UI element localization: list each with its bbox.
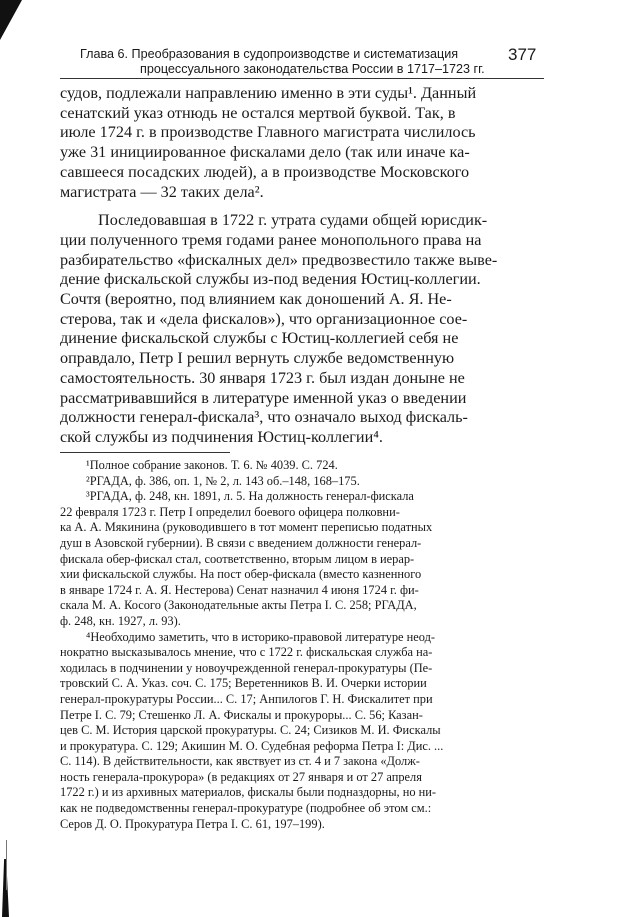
footnote-1 xyxy=(60,458,544,474)
running-header xyxy=(60,47,544,77)
footnote-line: фискала обер-фискал стал, соответственно, вторым лицом в иерар- xyxy=(60,551,415,566)
header-chapter-subtitle: процессуального законодательства России в 1717–1723 гг. xyxy=(140,62,485,76)
text-line: ской службы из подчинения Юстиц-коллегии⁴. xyxy=(60,427,383,446)
footnote-line: ⁴Необходимо заметить, что в историко-правовой литературе неод- xyxy=(86,629,436,644)
footnote-line: С. 114). В действительности, как явствует из ст. 4 и 7 закона «Долж- xyxy=(60,754,420,769)
footnote-3 xyxy=(60,489,544,629)
text-line: магистрата — 32 таких дела². xyxy=(60,182,264,201)
header-rule xyxy=(60,78,544,79)
footnote-line: хии фискальской службы. На пост обер-фискала (вместо казненного xyxy=(60,567,422,582)
footnote-line: ³РГАДА, ф. 248, кн. 1891, л. 5. На должность генерал-фискала xyxy=(86,489,414,504)
text-line: уже 31 инициированное фискалами дело (так или иначе ка- xyxy=(60,143,470,162)
page-number: 377 xyxy=(508,45,537,64)
scan-edge-artifact xyxy=(0,847,14,917)
text-line: судов, подлежали направлению именно в эти суды¹. Данный xyxy=(60,84,477,102)
text-line: стерова, так и «дела фискалов»), что организационное сое- xyxy=(60,309,468,328)
text-line: оправдало, Петр I решил вернуть службе ведомственную xyxy=(60,349,455,368)
footnote-line: Петре I. С. 79; Стешенко Л. А. Фискалы и прокуроры... С. 56; Казан- xyxy=(60,707,423,722)
text-line: савшееся посадских людей), а в производстве Московского xyxy=(60,162,470,181)
footnote-line: ность генерала-прокурора» (в редакциях от 27 января и от 27 апреля xyxy=(60,769,422,784)
footnote-line: 1722 г.) и из архивных материалов, фискалы были подназдорны, но ни- xyxy=(60,785,437,800)
footnote-line: ходилась в подчинении у новоучрежденной генерал-прокуратуры (Пе- xyxy=(60,660,433,675)
text-line: Сочтя (вероятно, под влиянием как доношений А. Я. Не- xyxy=(60,290,452,309)
footnote-line: и прокуратура. С. 129; Акишин М. О. Судебная реформа Петра I: Дис. ... xyxy=(60,738,444,753)
header-chapter-title: Глава 6. Преобразования в судопроизводстве и систематизация xyxy=(80,47,459,61)
text-line: разбирательство «фискалных дел» предвозвестило также выве- xyxy=(60,250,498,269)
paragraph-1 xyxy=(60,84,544,202)
footnote-line: тровский С. А. Указ. соч. С. 175; Веретенников В. И. Очерки истории xyxy=(60,676,427,691)
paragraph-2 xyxy=(60,211,544,447)
footnote-line: скала М. А. Косого (Законодательные акты Петра I. С. 258; РГАДА, xyxy=(60,598,417,613)
footnote-line: душ в Азовской губернии). В связи с введением должности генерал- xyxy=(60,535,422,550)
footnote-line: нократно высказывалось мнение, что с 1722 г. фискальская служба на- xyxy=(60,645,433,660)
footnote-2 xyxy=(60,474,544,490)
footnote-line: Серов Д. О. Прокуратура Петра I. С. 61, 197–199). xyxy=(60,816,325,831)
text-line: Последовавшая в 1722 г. утрата судами общей юрисдик- xyxy=(98,211,488,230)
footnote-line: ²РГАДА, ф. 386, оп. 1, № 2, л. 143 об.–148, 168–175. xyxy=(86,473,360,488)
footnote-4 xyxy=(60,630,544,833)
text-line: должности генерал-фискала³, что означало выход фискаль- xyxy=(60,408,468,427)
footnote-line: как не подведомственны генерал-прокуратуре (подробнее об этом см.: xyxy=(60,801,432,816)
footnote-line: цев С. М. История царской прокуратуры. С. 24; Сизиков М. И. Фискалы xyxy=(60,723,441,738)
footnote-line: ф. 248, кн. 1927, л. 93). xyxy=(60,613,181,628)
footnotes xyxy=(60,458,544,832)
text-line: сенатский указ отнюдь не остался мертвой буквой. Так, в xyxy=(60,103,456,122)
footnote-rule xyxy=(60,452,230,453)
scan-edge-line xyxy=(6,840,7,890)
text-line: июле 1724 г. в производстве Главного магистрата числилось xyxy=(60,123,476,142)
main-text xyxy=(60,84,544,448)
text-line: динение фискальской службы с Юстиц-коллегией себя не xyxy=(60,329,459,348)
text-line: рассматривавшийся в литературе именной указ о введении xyxy=(60,388,467,407)
scan-corner-mark xyxy=(0,0,22,40)
footnote-line: генерал-прокуратуры России... С. 17; Анпилогов Г. Н. Фискалитет при xyxy=(60,691,433,706)
footnote-line: в январе 1724 г. А. Я. Нестерова) Сенат назначил 4 июня 1724 г. фи- xyxy=(60,582,419,597)
footnote-line: ка А. А. Мякинина (руководившего в тот момент переписью податных xyxy=(60,520,433,535)
text-line: дение фискальской службы из-под ведения Юстиц-коллегии. xyxy=(60,270,481,289)
footnote-line: ¹Полное собрание законов. Т. 6. № 4039. С. 724. xyxy=(86,458,338,472)
text-line: ции полученного тремя годами ранее монопольного права на xyxy=(60,230,482,249)
text-line: самостоятельность. 30 января 1723 г. был издан доныне не xyxy=(60,368,465,387)
footnote-line: 22 февраля 1723 г. Петр I определил боевого офицера полковни- xyxy=(60,504,400,519)
